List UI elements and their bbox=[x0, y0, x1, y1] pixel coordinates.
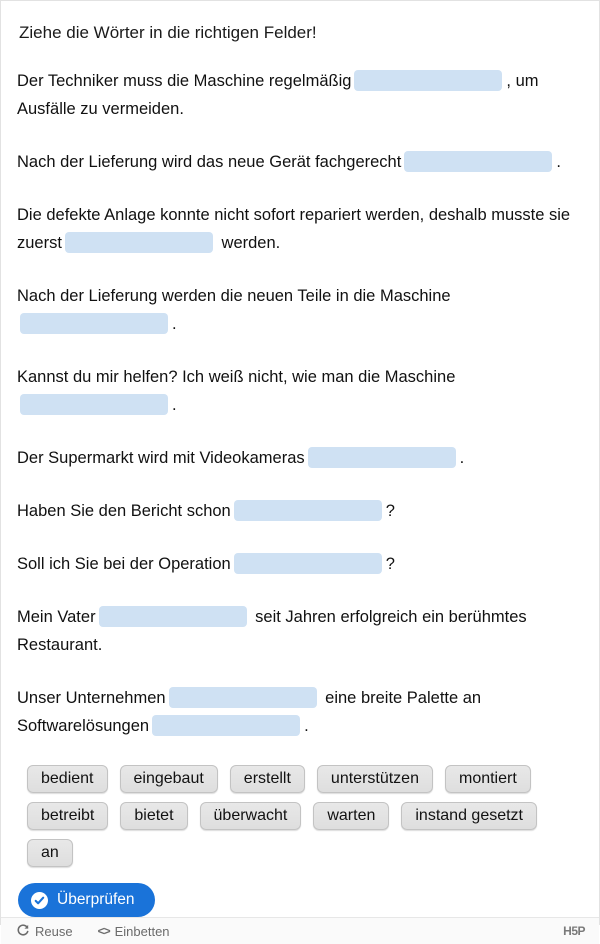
drop-zone[interactable] bbox=[20, 394, 168, 415]
exercise-content bbox=[1, 1, 599, 917]
drop-zone[interactable] bbox=[65, 232, 213, 253]
sentence-text: Nach der Lieferung wird das neue Gerät fachgerecht bbox=[17, 153, 402, 171]
drop-zone[interactable] bbox=[354, 70, 502, 91]
task-title: Ziehe die Wörter in die richtigen Felder! bbox=[19, 23, 317, 42]
draggable-word[interactable]: überwacht bbox=[200, 802, 302, 830]
sentence-text: Die defekte Anlage konnte nicht sofort repariert werden, deshalb musste sie zuerst bbox=[17, 206, 571, 252]
drop-zone[interactable] bbox=[404, 151, 552, 172]
sentence-text: ? bbox=[385, 555, 395, 573]
sentence bbox=[17, 603, 583, 659]
draggable-word[interactable]: instand gesetzt bbox=[401, 802, 537, 830]
reuse-label: Reuse bbox=[35, 923, 73, 939]
sentence-text: werden. bbox=[216, 234, 281, 252]
sentence bbox=[17, 363, 583, 419]
drop-zone[interactable] bbox=[169, 687, 317, 708]
draggable-word[interactable]: an bbox=[27, 839, 73, 867]
embed-label: Einbetten bbox=[114, 923, 170, 939]
sentence-text: Der Techniker muss die Maschine regelmäßig bbox=[17, 72, 352, 90]
embed-code-icon: <> bbox=[97, 924, 110, 938]
sentence bbox=[17, 201, 583, 257]
draggable-word[interactable]: warten bbox=[313, 802, 389, 830]
sentence bbox=[17, 282, 583, 338]
reuse-icon bbox=[16, 923, 30, 940]
sentence-text: Soll ich Sie bei der Operation bbox=[17, 555, 231, 573]
sentence-text: . bbox=[556, 153, 561, 171]
draggable-word[interactable]: betreibt bbox=[27, 802, 108, 830]
drop-zone[interactable] bbox=[234, 500, 382, 521]
exercise-text bbox=[17, 67, 583, 740]
sentence bbox=[17, 67, 583, 123]
sentence-text: Haben Sie den Bericht schon bbox=[17, 502, 231, 520]
embed-button[interactable] bbox=[98, 924, 170, 939]
sentence-text: Nach der Lieferung werden die neuen Teile in die Maschine bbox=[17, 287, 451, 305]
draggable-word[interactable]: bedient bbox=[27, 765, 108, 793]
word-bank bbox=[27, 765, 583, 867]
sentence-text: Kannst du mir helfen? Ich weiß nicht, wie man die Maschine bbox=[17, 368, 456, 386]
sentence-text: ? bbox=[385, 502, 395, 520]
sentence-text: eine breite Palette an Softwarelösungen bbox=[17, 689, 482, 735]
sentence bbox=[17, 444, 583, 472]
draggable-word[interactable]: unterstützen bbox=[317, 765, 433, 793]
check-circle-icon bbox=[31, 892, 48, 909]
drop-zone[interactable] bbox=[99, 606, 247, 627]
sentence-text: seit Jahren erfolgreich ein berühmtes Restaurant. bbox=[17, 608, 527, 654]
sentence-text: , um Ausfälle zu vermeiden. bbox=[17, 72, 539, 118]
sentence-text: . bbox=[172, 315, 177, 333]
sentence-text: Unser Unternehmen bbox=[17, 689, 166, 707]
drop-zone[interactable] bbox=[234, 553, 382, 574]
check-button-label: Überprüfen bbox=[57, 891, 135, 908]
draggable-word[interactable]: eingebaut bbox=[120, 765, 218, 793]
sentence-text: . bbox=[172, 396, 177, 414]
draggable-word[interactable]: bietet bbox=[120, 802, 187, 830]
sentence bbox=[17, 684, 583, 740]
sentence bbox=[17, 148, 583, 176]
sentence-text: Der Supermarkt wird mit Videokameras bbox=[17, 449, 305, 467]
h5p-footer-bar bbox=[1, 917, 599, 944]
sentence bbox=[17, 497, 583, 525]
drop-zone[interactable] bbox=[308, 447, 456, 468]
drop-zone[interactable] bbox=[152, 715, 300, 736]
sentence-text: . bbox=[304, 717, 309, 735]
sentence-text: Mein Vater bbox=[17, 608, 96, 626]
reuse-button[interactable] bbox=[16, 923, 73, 940]
sentence-text: . bbox=[459, 449, 465, 467]
h5p-logo[interactable]: H5P bbox=[563, 924, 585, 938]
draggable-word[interactable]: erstellt bbox=[230, 765, 305, 793]
check-button[interactable] bbox=[18, 883, 155, 917]
sentence bbox=[17, 550, 583, 578]
draggable-word[interactable]: montiert bbox=[445, 765, 531, 793]
drop-zone[interactable] bbox=[20, 313, 168, 334]
